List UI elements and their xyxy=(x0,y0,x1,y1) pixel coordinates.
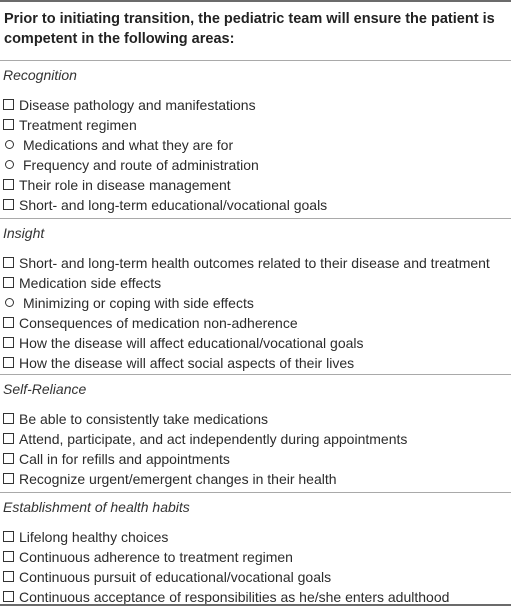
list-item xyxy=(3,95,256,115)
list-item xyxy=(3,449,230,469)
list-item-text: How the disease will affect educational/vocational goals xyxy=(19,335,364,351)
checkbox-icon xyxy=(3,357,14,368)
list-item-text: Continuous adherence to treatment regimen xyxy=(19,549,293,565)
list-item-text: Short- and long-term educational/vocational goals xyxy=(19,197,328,213)
list-item-text: Medications and what they are for xyxy=(23,137,234,153)
checkbox-icon xyxy=(3,453,14,464)
circle-bullet-icon xyxy=(5,160,14,169)
list-item xyxy=(3,353,354,373)
section-recognition xyxy=(0,60,511,218)
list-item xyxy=(3,409,268,429)
checkbox-icon xyxy=(3,591,14,602)
section-title: Establishment of health habits xyxy=(3,499,190,515)
section-insight xyxy=(0,218,511,374)
list-item-text: How the disease will affect social aspects of their lives xyxy=(19,355,355,371)
checkbox-icon xyxy=(3,119,14,130)
checkbox-icon xyxy=(3,179,14,190)
checkbox-icon xyxy=(3,277,14,288)
table-header: Prior to initiating transition, the pediatric team will ensure the patient is competent in the following areas: xyxy=(0,0,511,60)
checkbox-icon xyxy=(3,337,14,348)
list-item xyxy=(3,115,137,135)
list-item xyxy=(3,469,337,489)
list-item-text: Continuous acceptance of responsibilities as he/she enters adulthood xyxy=(19,589,450,605)
list-item-text: Their role in disease management xyxy=(19,177,231,193)
section-health-habits xyxy=(0,492,511,604)
list-subitem xyxy=(3,293,254,313)
checkbox-icon xyxy=(3,571,14,582)
list-item xyxy=(3,429,407,449)
list-item-text: Recognize urgent/emergent changes in their health xyxy=(19,471,337,487)
list-item-text: Continuous pursuit of educational/vocational goals xyxy=(19,569,332,585)
list-item-text: Attend, participate, and act independently during appointments xyxy=(19,431,408,447)
list-item xyxy=(3,273,161,293)
list-item xyxy=(3,253,490,273)
list-item-text: Frequency and route of administration xyxy=(23,157,259,173)
section-self-reliance xyxy=(0,374,511,492)
checkbox-icon xyxy=(3,99,14,110)
list-item xyxy=(3,527,168,547)
list-item-text: Treatment regimen xyxy=(19,117,137,133)
checkbox-icon xyxy=(3,257,14,268)
list-item-text: Short- and long-term health outcomes related to their disease and treatment xyxy=(19,255,490,271)
checkbox-icon xyxy=(3,199,14,210)
section-title: Self-Reliance xyxy=(3,381,87,397)
list-item-text: Call in for refills and appointments xyxy=(19,451,230,467)
circle-bullet-icon xyxy=(5,140,14,149)
checkbox-icon xyxy=(3,473,14,484)
list-item xyxy=(3,333,364,353)
list-subitem xyxy=(3,155,259,175)
section-title: Recognition xyxy=(3,67,77,83)
list-item-text: Medication side effects xyxy=(19,275,162,291)
list-item xyxy=(3,567,331,587)
list-item xyxy=(3,175,231,195)
checkbox-icon xyxy=(3,551,14,562)
list-item xyxy=(3,547,293,567)
list-item-text: Consequences of medication non-adherence xyxy=(19,315,298,331)
checkbox-icon xyxy=(3,317,14,328)
checkbox-icon xyxy=(3,531,14,542)
list-item-text: Be able to consistently take medications xyxy=(19,411,269,427)
checkbox-icon xyxy=(3,433,14,444)
section-title: Insight xyxy=(3,225,45,241)
checkbox-icon xyxy=(3,413,14,424)
circle-bullet-icon xyxy=(5,298,14,307)
list-item-text: Lifelong healthy choices xyxy=(19,529,169,545)
list-item-text: Disease pathology and manifestations xyxy=(19,97,256,113)
list-subitem xyxy=(3,135,233,155)
list-item-text: Minimizing or coping with side effects xyxy=(23,295,254,311)
list-item xyxy=(3,313,298,333)
list-item xyxy=(3,195,327,215)
